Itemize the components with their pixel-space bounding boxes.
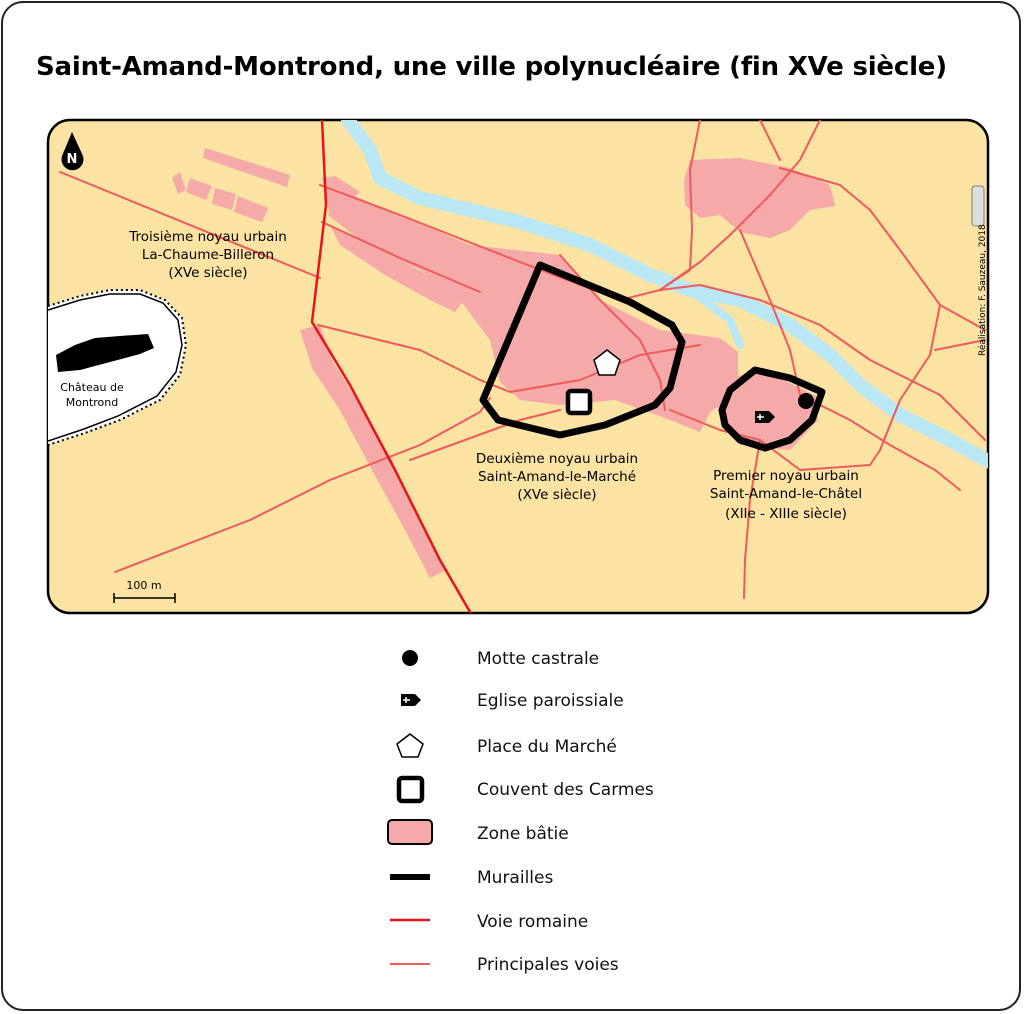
legend-label-convent: Couvent des Carmes <box>477 780 654 800</box>
svg-text:Château de: Château de <box>60 381 124 394</box>
legend-church-icon <box>401 694 421 706</box>
legend-label-built-zone: Zone bâtie <box>477 824 569 844</box>
svg-text:Deuxième noyau urbain: Deuxième noyau urbain <box>475 451 639 467</box>
legend <box>388 649 654 975</box>
svg-text:(XIIe - XIIIe siècle): (XIIe - XIIIe siècle) <box>725 506 847 522</box>
legend-label-main-roads: Principales voies <box>477 955 619 975</box>
legend-label-church: Eglise paroissiale <box>477 691 624 711</box>
motte-castrale-icon <box>798 393 814 409</box>
legend-motte-castrale-icon <box>402 650 418 666</box>
map-title: Saint-Amand-Montrond, une ville polynucléaire (fin XVe siècle) <box>36 52 947 82</box>
legend-label-market: Place du Marché <box>477 737 617 757</box>
north-label: N <box>66 152 78 167</box>
legend-label-walls: Murailles <box>477 868 554 888</box>
legend-label-roman-road: Voie romaine <box>477 912 589 932</box>
svg-text:(XVe siècle): (XVe siècle) <box>168 265 248 281</box>
label-first-nucleus <box>710 468 862 522</box>
svg-text:Montrond: Montrond <box>65 396 119 409</box>
svg-text:La-Chaume-Billeron: La-Chaume-Billeron <box>141 247 275 263</box>
scale-label: 100 m <box>126 579 162 592</box>
svg-text:Premier noyau urbain: Premier noyau urbain <box>713 468 859 484</box>
svg-text:Saint-Amand-le-Marché: Saint-Amand-le-Marché <box>477 469 637 485</box>
credit-text: Réalisation: F. Sauzeau, 2018 <box>978 224 988 356</box>
license-badge-icon <box>972 186 984 226</box>
legend-square-icon <box>399 778 422 801</box>
legend-built-zone-swatch <box>388 820 432 844</box>
svg-text:Saint-Amand-le-Châtel: Saint-Amand-le-Châtel <box>709 486 863 502</box>
svg-text:(XVe siècle): (XVe siècle) <box>517 487 597 503</box>
legend-pentagon-icon <box>397 734 423 757</box>
legend-label-motte: Motte castrale <box>477 649 600 669</box>
svg-text:Troisième noyau urbain: Troisième noyau urbain <box>129 229 287 245</box>
carmes-convent-icon <box>568 391 590 413</box>
